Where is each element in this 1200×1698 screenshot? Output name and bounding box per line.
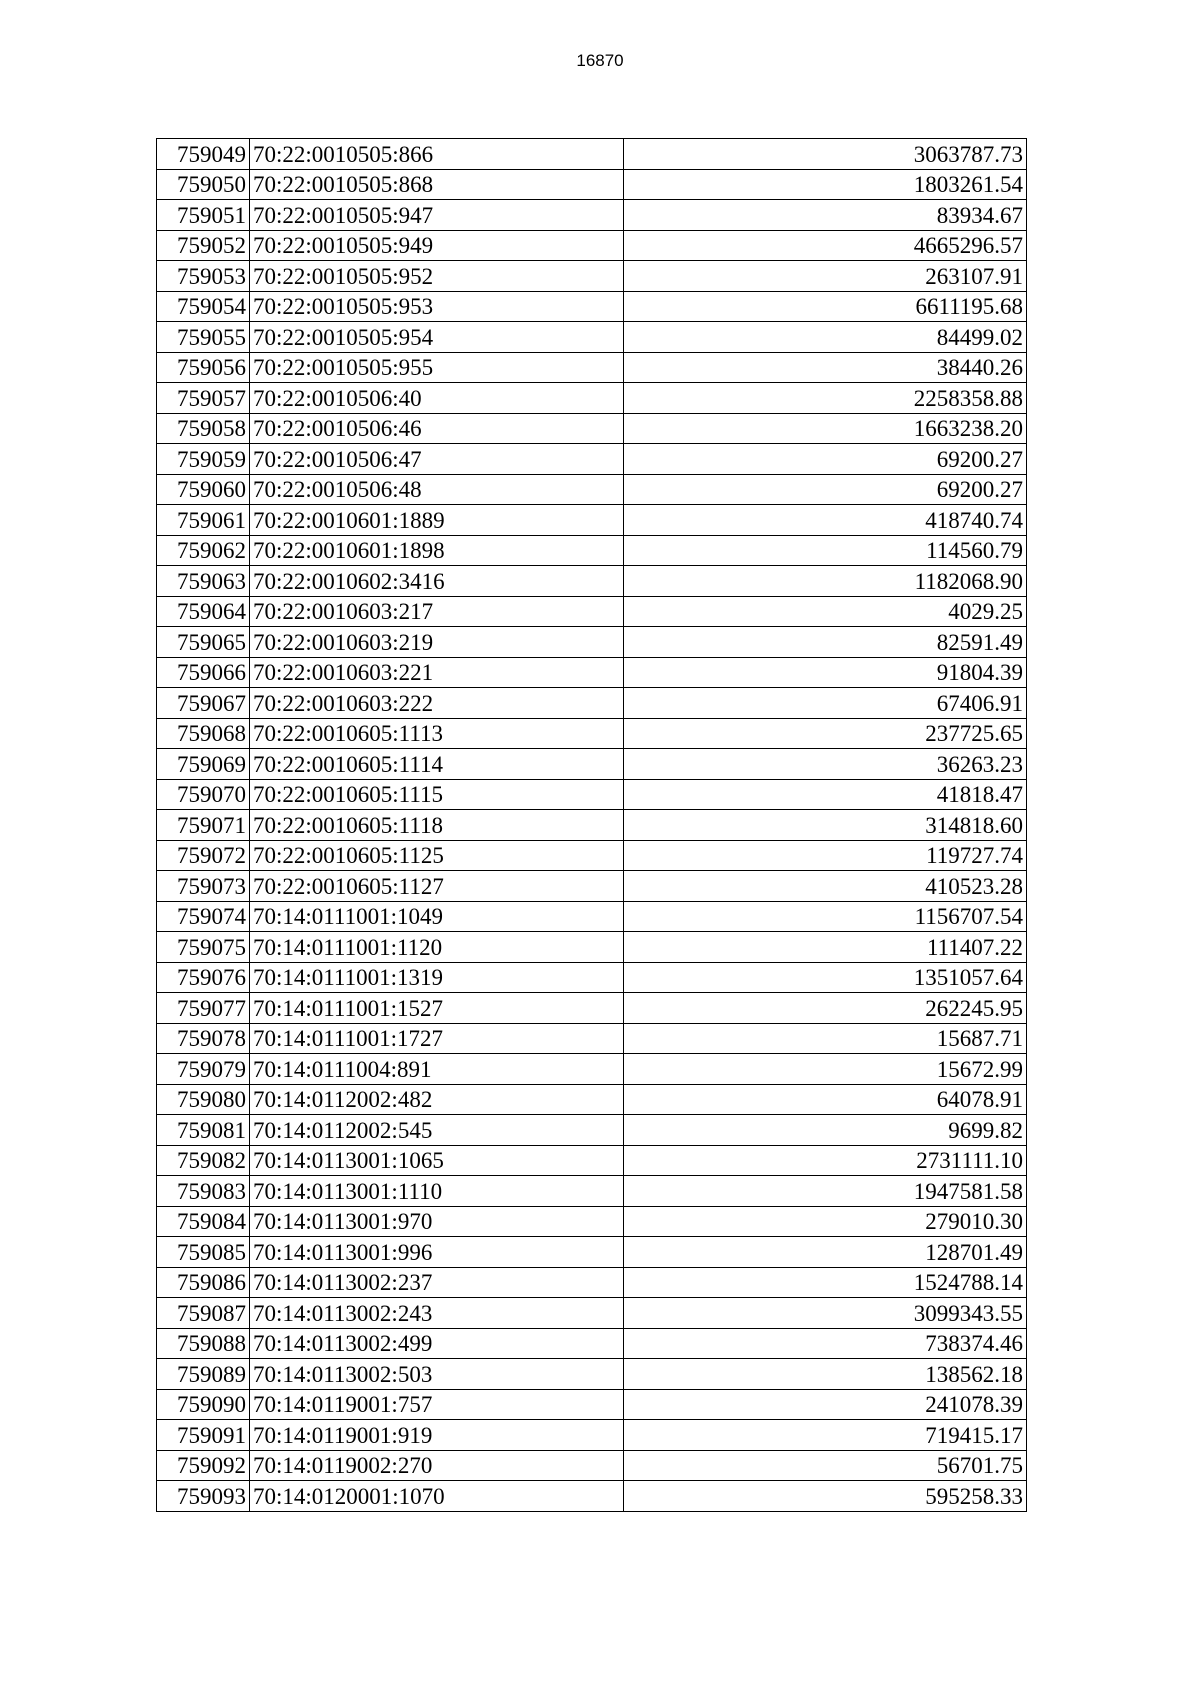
table-row [157, 505, 1027, 536]
table-row [157, 901, 1027, 932]
record-number-cell: 759052 [157, 230, 250, 261]
cadastral-number-cell: 70:14:0111001:1049 [250, 901, 624, 932]
value-cell: 262245.95 [624, 993, 1027, 1024]
cadastral-number-cell: 70:22:0010505:955 [250, 352, 624, 383]
value-cell: 738374.46 [624, 1328, 1027, 1359]
cadastral-number-cell: 70:22:0010603:222 [250, 688, 624, 719]
cadastral-number-cell: 70:22:0010506:46 [250, 413, 624, 444]
table-row [157, 1023, 1027, 1054]
table-row [157, 718, 1027, 749]
cadastral-number-cell: 70:22:0010601:1898 [250, 535, 624, 566]
table-row [157, 139, 1027, 170]
record-number-cell: 759091 [157, 1420, 250, 1451]
value-cell: 91804.39 [624, 657, 1027, 688]
value-cell: 41818.47 [624, 779, 1027, 810]
cadastral-number-cell: 70:14:0113002:237 [250, 1267, 624, 1298]
table-body [157, 139, 1027, 1512]
record-number-cell: 759084 [157, 1206, 250, 1237]
cadastral-number-cell: 70:22:0010603:219 [250, 627, 624, 658]
value-cell: 263107.91 [624, 261, 1027, 292]
value-cell: 69200.27 [624, 474, 1027, 505]
cadastral-number-cell: 70:22:0010506:47 [250, 444, 624, 475]
cadastral-number-cell: 70:22:0010603:217 [250, 596, 624, 627]
record-number-cell: 759073 [157, 871, 250, 902]
registry-table [156, 138, 1027, 1512]
cadastral-number-cell: 70:22:0010505:947 [250, 200, 624, 231]
table-row [157, 688, 1027, 719]
table-row [157, 962, 1027, 993]
table-row [157, 1450, 1027, 1481]
cadastral-number-cell: 70:14:0113001:970 [250, 1206, 624, 1237]
table-row [157, 230, 1027, 261]
record-number-cell: 759070 [157, 779, 250, 810]
value-cell: 4029.25 [624, 596, 1027, 627]
cadastral-number-cell: 70:14:0119002:270 [250, 1450, 624, 1481]
record-number-cell: 759050 [157, 169, 250, 200]
record-number-cell: 759086 [157, 1267, 250, 1298]
record-number-cell: 759088 [157, 1328, 250, 1359]
table-row [157, 1237, 1027, 1268]
value-cell: 67406.91 [624, 688, 1027, 719]
value-cell: 38440.26 [624, 352, 1027, 383]
cadastral-number-cell: 70:22:0010505:952 [250, 261, 624, 292]
cadastral-number-cell: 70:22:0010605:1118 [250, 810, 624, 841]
record-number-cell: 759067 [157, 688, 250, 719]
value-cell: 9699.82 [624, 1115, 1027, 1146]
table-row [157, 291, 1027, 322]
table-row [157, 1115, 1027, 1146]
table-row [157, 383, 1027, 414]
table-row [157, 596, 1027, 627]
cadastral-number-cell: 70:14:0113002:503 [250, 1359, 624, 1390]
record-number-cell: 759075 [157, 932, 250, 963]
value-cell: 83934.67 [624, 200, 1027, 231]
cadastral-number-cell: 70:22:0010605:1127 [250, 871, 624, 902]
record-number-cell: 759059 [157, 444, 250, 475]
cadastral-number-cell: 70:22:0010605:1113 [250, 718, 624, 749]
value-cell: 2258358.88 [624, 383, 1027, 414]
table-row [157, 352, 1027, 383]
record-number-cell: 759068 [157, 718, 250, 749]
table-row [157, 1267, 1027, 1298]
record-number-cell: 759056 [157, 352, 250, 383]
table-row [157, 566, 1027, 597]
record-number-cell: 759062 [157, 535, 250, 566]
record-number-cell: 759085 [157, 1237, 250, 1268]
value-cell: 128701.49 [624, 1237, 1027, 1268]
table-row [157, 169, 1027, 200]
table-row [157, 1481, 1027, 1512]
record-number-cell: 759064 [157, 596, 250, 627]
cadastral-number-cell: 70:14:0111001:1527 [250, 993, 624, 1024]
table-row [157, 474, 1027, 505]
value-cell: 1156707.54 [624, 901, 1027, 932]
value-cell: 1947581.58 [624, 1176, 1027, 1207]
value-cell: 279010.30 [624, 1206, 1027, 1237]
cadastral-number-cell: 70:14:0113001:1065 [250, 1145, 624, 1176]
cadastral-number-cell: 70:14:0111001:1319 [250, 962, 624, 993]
table-row [157, 1206, 1027, 1237]
cadastral-number-cell: 70:14:0113001:1110 [250, 1176, 624, 1207]
value-cell: 111407.22 [624, 932, 1027, 963]
record-number-cell: 759087 [157, 1298, 250, 1329]
table-row [157, 871, 1027, 902]
cadastral-number-cell: 70:22:0010605:1125 [250, 840, 624, 871]
record-number-cell: 759053 [157, 261, 250, 292]
table-row [157, 322, 1027, 353]
record-number-cell: 759093 [157, 1481, 250, 1512]
table-row [157, 779, 1027, 810]
value-cell: 69200.27 [624, 444, 1027, 475]
table-row [157, 840, 1027, 871]
record-number-cell: 759065 [157, 627, 250, 658]
table-row [157, 1389, 1027, 1420]
table-row [157, 535, 1027, 566]
cadastral-number-cell: 70:14:0111004:891 [250, 1054, 624, 1085]
value-cell: 6611195.68 [624, 291, 1027, 322]
record-number-cell: 759054 [157, 291, 250, 322]
record-number-cell: 759069 [157, 749, 250, 780]
value-cell: 1351057.64 [624, 962, 1027, 993]
record-number-cell: 759079 [157, 1054, 250, 1085]
record-number-cell: 759083 [157, 1176, 250, 1207]
record-number-cell: 759078 [157, 1023, 250, 1054]
cadastral-number-cell: 70:22:0010603:221 [250, 657, 624, 688]
value-cell: 595258.33 [624, 1481, 1027, 1512]
record-number-cell: 759072 [157, 840, 250, 871]
record-number-cell: 759080 [157, 1084, 250, 1115]
cadastral-number-cell: 70:22:0010505:954 [250, 322, 624, 353]
record-number-cell: 759089 [157, 1359, 250, 1390]
value-cell: 3063787.73 [624, 139, 1027, 170]
cadastral-number-cell: 70:22:0010605:1115 [250, 779, 624, 810]
cadastral-number-cell: 70:22:0010505:949 [250, 230, 624, 261]
table-row [157, 1298, 1027, 1329]
cadastral-number-cell: 70:22:0010505:953 [250, 291, 624, 322]
record-number-cell: 759051 [157, 200, 250, 231]
record-number-cell: 759060 [157, 474, 250, 505]
record-number-cell: 759082 [157, 1145, 250, 1176]
cadastral-number-cell: 70:14:0111001:1727 [250, 1023, 624, 1054]
value-cell: 314818.60 [624, 810, 1027, 841]
value-cell: 410523.28 [624, 871, 1027, 902]
record-number-cell: 759061 [157, 505, 250, 536]
cadastral-number-cell: 70:22:0010505:866 [250, 139, 624, 170]
record-number-cell: 759077 [157, 993, 250, 1024]
value-cell: 15687.71 [624, 1023, 1027, 1054]
value-cell: 15672.99 [624, 1054, 1027, 1085]
page-number: 16870 [576, 51, 624, 70]
cadastral-number-cell: 70:14:0119001:919 [250, 1420, 624, 1451]
cadastral-number-cell: 70:14:0119001:757 [250, 1389, 624, 1420]
cadastral-number-cell: 70:22:0010506:40 [250, 383, 624, 414]
value-cell: 418740.74 [624, 505, 1027, 536]
table-row [157, 1176, 1027, 1207]
table-row [157, 200, 1027, 231]
value-cell: 3099343.55 [624, 1298, 1027, 1329]
cadastral-number-cell: 70:22:0010505:868 [250, 169, 624, 200]
value-cell: 36263.23 [624, 749, 1027, 780]
table-row [157, 444, 1027, 475]
table-row [157, 1054, 1027, 1085]
table-row [157, 657, 1027, 688]
cadastral-number-cell: 70:14:0112002:482 [250, 1084, 624, 1115]
cadastral-number-cell: 70:14:0112002:545 [250, 1115, 624, 1146]
cadastral-number-cell: 70:14:0111001:1120 [250, 932, 624, 963]
cadastral-number-cell: 70:22:0010602:3416 [250, 566, 624, 597]
cadastral-number-cell: 70:14:0113002:499 [250, 1328, 624, 1359]
value-cell: 1524788.14 [624, 1267, 1027, 1298]
value-cell: 84499.02 [624, 322, 1027, 353]
cadastral-number-cell: 70:22:0010506:48 [250, 474, 624, 505]
table-row [157, 932, 1027, 963]
record-number-cell: 759081 [157, 1115, 250, 1146]
record-number-cell: 759071 [157, 810, 250, 841]
record-number-cell: 759055 [157, 322, 250, 353]
value-cell: 241078.39 [624, 1389, 1027, 1420]
value-cell: 114560.79 [624, 535, 1027, 566]
value-cell: 1182068.90 [624, 566, 1027, 597]
record-number-cell: 759058 [157, 413, 250, 444]
value-cell: 119727.74 [624, 840, 1027, 871]
table-row [157, 810, 1027, 841]
value-cell: 138562.18 [624, 1359, 1027, 1390]
record-number-cell: 759049 [157, 139, 250, 170]
record-number-cell: 759066 [157, 657, 250, 688]
value-cell: 4665296.57 [624, 230, 1027, 261]
cadastral-number-cell: 70:14:0113002:243 [250, 1298, 624, 1329]
record-number-cell: 759063 [157, 566, 250, 597]
record-number-cell: 759057 [157, 383, 250, 414]
table-row [157, 1084, 1027, 1115]
table-row [157, 1359, 1027, 1390]
value-cell: 719415.17 [624, 1420, 1027, 1451]
table-row [157, 627, 1027, 658]
cadastral-number-cell: 70:22:0010605:1114 [250, 749, 624, 780]
table-row [157, 413, 1027, 444]
cadastral-number-cell: 70:14:0113001:996 [250, 1237, 624, 1268]
value-cell: 1663238.20 [624, 413, 1027, 444]
table-row [157, 1328, 1027, 1359]
table-row [157, 993, 1027, 1024]
value-cell: 237725.65 [624, 718, 1027, 749]
value-cell: 2731111.10 [624, 1145, 1027, 1176]
record-number-cell: 759092 [157, 1450, 250, 1481]
value-cell: 1803261.54 [624, 169, 1027, 200]
cadastral-number-cell: 70:14:0120001:1070 [250, 1481, 624, 1512]
record-number-cell: 759090 [157, 1389, 250, 1420]
table-row [157, 261, 1027, 292]
value-cell: 82591.49 [624, 627, 1027, 658]
table-row [157, 1420, 1027, 1451]
value-cell: 56701.75 [624, 1450, 1027, 1481]
cadastral-number-cell: 70:22:0010601:1889 [250, 505, 624, 536]
record-number-cell: 759076 [157, 962, 250, 993]
table-row [157, 749, 1027, 780]
value-cell: 64078.91 [624, 1084, 1027, 1115]
table-row [157, 1145, 1027, 1176]
record-number-cell: 759074 [157, 901, 250, 932]
